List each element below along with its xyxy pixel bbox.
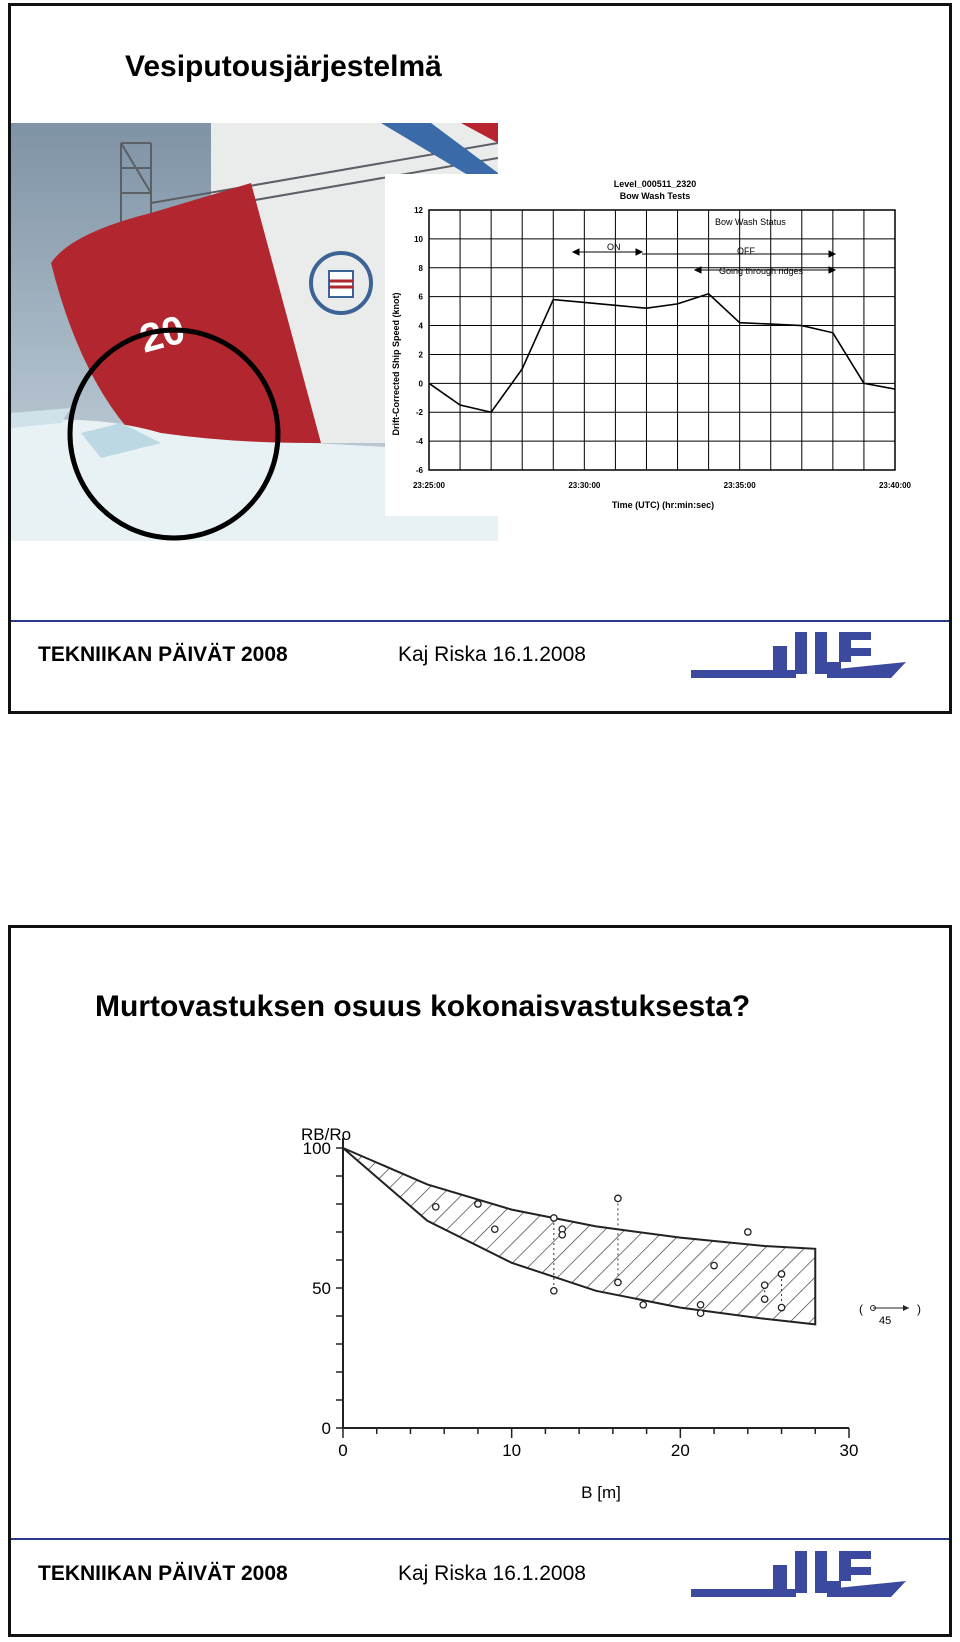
- y-tick-label: -6: [415, 466, 423, 475]
- data-point: [697, 1310, 703, 1316]
- organization-logo-icon: [691, 626, 906, 682]
- hull-number: 20: [135, 307, 190, 362]
- data-point: [433, 1204, 439, 1210]
- hatched-band: [343, 1148, 815, 1324]
- data-point: [711, 1262, 717, 1268]
- y-tick-label: 2: [418, 350, 423, 360]
- on-label: ON: [607, 242, 621, 252]
- x-tick-label: 23:35:00: [723, 481, 756, 490]
- outlier-marker: [859, 1302, 921, 1327]
- slide-title: Murtovastuksen osuus kokonaisvastuksesta?: [95, 990, 751, 1023]
- data-point: [475, 1201, 481, 1207]
- data-point: [492, 1226, 498, 1232]
- data-point: [615, 1195, 621, 1201]
- chart-ylabel: RB/Ro: [301, 1125, 352, 1144]
- slide-title: Vesiputousjärjestelmä: [125, 50, 442, 83]
- data-point: [778, 1271, 784, 1277]
- svg-text:): ): [917, 1302, 921, 1316]
- chart-title-line2: Bow Wash Tests: [619, 191, 691, 201]
- organization-logo-icon: [691, 1545, 906, 1601]
- x-tick-label: 10: [502, 1441, 522, 1460]
- y-tick-label: -4: [415, 437, 423, 447]
- slide-2: [8, 925, 952, 1637]
- y-tick-label: 6: [418, 292, 423, 302]
- y-tick-label: 4: [418, 321, 423, 331]
- y-tick-label: 0: [418, 379, 423, 389]
- data-point: [697, 1302, 703, 1308]
- speed-chart: [385, 174, 921, 516]
- data-point: [761, 1282, 767, 1288]
- x-tick-label: 0: [338, 1441, 348, 1460]
- data-point: [640, 1302, 646, 1308]
- svg-text:(: (: [859, 1302, 863, 1316]
- footer-org: TEKNIIKAN PÄIVÄT 2008: [38, 643, 288, 666]
- resistance-ratio-chart: [281, 1098, 931, 1518]
- chart-xlabel: Time (UTC) (hr:min:sec): [611, 500, 715, 510]
- outlier-label: 45: [879, 1315, 892, 1327]
- x-tick-label: 23:40:00: [878, 481, 912, 490]
- y-tick-label: 100: [302, 1139, 331, 1158]
- bow-wash-status-label: Bow Wash Status: [715, 217, 786, 227]
- y-tick-label: 50: [312, 1279, 331, 1298]
- y-tick-label: 0: [321, 1419, 331, 1438]
- data-point: [559, 1232, 565, 1238]
- slide-1: [8, 3, 952, 714]
- data-point: [745, 1229, 751, 1235]
- data-point: [551, 1215, 557, 1221]
- chart-ylabel: Drift-Corrected Ship Speed (knot): [391, 292, 401, 436]
- y-tick-label: -2: [415, 408, 423, 418]
- data-point: [615, 1279, 621, 1285]
- data-point: [761, 1296, 767, 1302]
- y-tick-label: 10: [414, 234, 423, 244]
- x-tick-label: 20: [670, 1441, 690, 1460]
- footer-org: TEKNIIKAN PÄIVÄT 2008: [38, 1562, 288, 1585]
- data-point: [551, 1288, 557, 1294]
- footer-author-date: Kaj Riska 16.1.2008: [398, 643, 586, 666]
- footer-author-date: Kaj Riska 16.1.2008: [398, 1562, 586, 1585]
- off-label: OFF: [737, 246, 755, 256]
- x-tick-label: 23:30:00: [568, 481, 601, 490]
- y-tick-label: 8: [418, 263, 423, 273]
- x-tick-label: 23:25:00: [412, 481, 446, 490]
- chart-title-line1: Level_000511_2320: [613, 179, 697, 189]
- data-point: [778, 1304, 784, 1310]
- ridges-label: Going through ridges: [719, 266, 804, 276]
- x-tick-label: 30: [839, 1441, 859, 1460]
- chart-xlabel: B [m]: [581, 1483, 621, 1502]
- y-tick-label: 12: [414, 206, 423, 215]
